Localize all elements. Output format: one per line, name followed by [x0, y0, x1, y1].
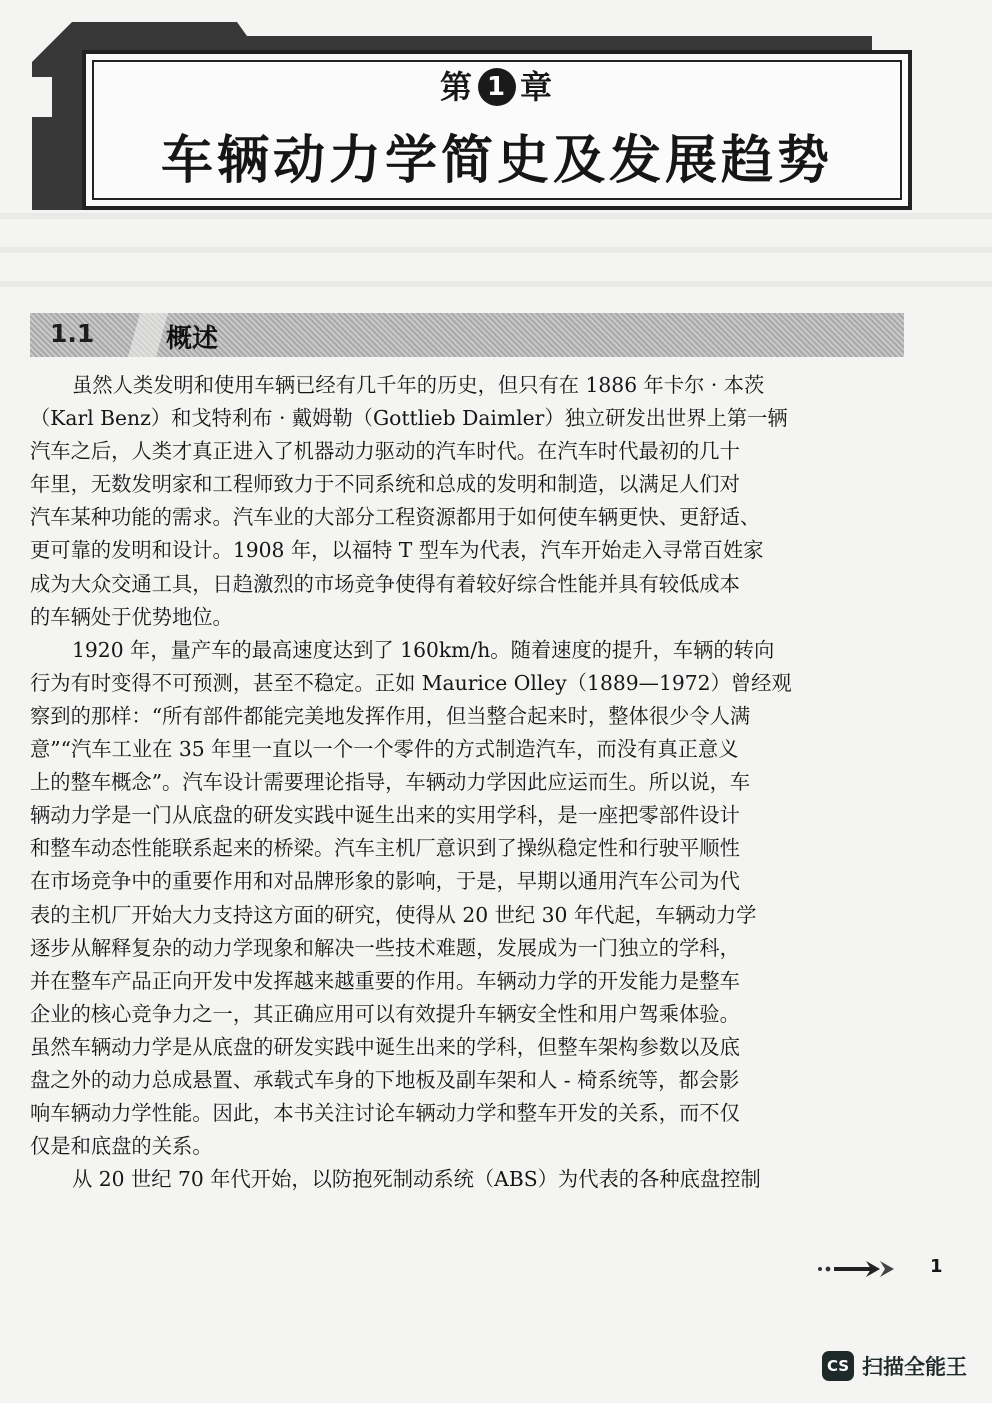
text-line: 盘之外的动力总成悬置、承载式车身的下地板及副车架和人 - 椅系统等，都会影 — [30, 1067, 740, 1092]
text-line: 虽然车辆动力学是从底盘的研发实践中诞生出来的学科，但整车架构参数以及底 — [30, 1034, 740, 1059]
text-line: 汽车某种功能的需求。汽车业的大部分工程资源都用于如何使车辆更快、更舒适、 — [30, 505, 761, 530]
section-number: 1.1 — [50, 319, 95, 348]
chapter-label-suffix: 章 — [520, 68, 555, 106]
text-line: 汽车之后，人类才真正进入了机器动力驱动的汽车时代。在汽车时代最初的几十 — [30, 439, 740, 464]
watermark-app-name: 扫描全能王 — [862, 1355, 967, 1379]
section-header-divider — [128, 313, 168, 357]
page-number: 1 — [930, 1256, 943, 1277]
text-line: 1920 年，量产车的最高速度达到了 160km/h。随着速度的提升，车辆的转向 — [72, 637, 775, 662]
text-line: （Karl Benz）和戈特利布 · 戴姆勒（Gottlieb Daimler）独立研发出世界上第一辆 — [30, 406, 788, 431]
text-line: 察到的那样：“所有部件都能完美地发挥作用，但当整合起来时，整体很少令人满 — [30, 703, 751, 728]
chapter-title: 车辆动力学简史及发展趋势 — [160, 131, 833, 191]
chapter-number-circle: 1 — [478, 68, 516, 106]
text-line: 虽然人类发明和使用车辆已经有几千年的历史，但只有在 1886 年卡尔 · 本茨 — [72, 373, 765, 397]
reverse-side-bleed-through — [0, 195, 992, 315]
text-line: 逐步从解释复杂的动力学现象和解决一些技术难题，发展成为一门独立的学科， — [30, 935, 740, 960]
text-line: 企业的核心竞争力之一，其正确应用可以有效提升车辆安全性和用户驾乘体验。 — [30, 1001, 740, 1026]
text-line: 年里，无数发明家和工程师致力于不同系统和总成的发明和制造，以满足人们对 — [30, 472, 740, 497]
text-line: 表的主机厂开始大力支持这方面的研究，使得从 20 世纪 30 年代起，车辆动力学 — [30, 902, 757, 927]
chapter-banner — [32, 22, 912, 212]
scanner-watermark — [822, 1350, 967, 1382]
chapter-number-label — [86, 62, 908, 108]
text-line: 仅是和底盘的关系。 — [30, 1134, 213, 1159]
text-line: 辆动力学是一门从底盘的研发实践中诞生出来的实用学科，是一座把零部件设计 — [30, 803, 740, 828]
text-line: 和整车动态性能联系起来的桥梁。汽车主机厂意识到了操纵稳定性和行驶平顺性 — [30, 836, 740, 861]
text-line: 更可靠的发明和设计。1908 年，以福特 T 型车为代表，汽车开始走入寻常百姓家 — [30, 538, 764, 563]
chapter-label-prefix: 第 — [439, 68, 474, 106]
section-title: 概述 — [166, 324, 219, 354]
banner-frame — [82, 50, 912, 210]
text-line: 意”“汽车工业在 35 年里一直以一个一个零件的方式制造汽车，而没有真正意义 — [30, 737, 739, 762]
text-line: 响车辆动力学性能。因此，本书关注讨论车辆动力学和整车开发的关系，而不仅 — [30, 1101, 740, 1126]
text-line: 并在整车产品正向开发中发挥越来越重要的作用。车辆动力学的开发能力是整车 — [30, 968, 740, 993]
body-text — [30, 369, 906, 1196]
section-header — [30, 313, 904, 357]
text-line: 上的整车概念”。汽车设计需要理论指导，车辆动力学因此应运而生。所以说，车 — [30, 770, 751, 795]
text-line: 从 20 世纪 70 年代开始，以防抱死制动系统（ABS）为代表的各种底盘控制 — [72, 1167, 761, 1192]
camscanner-logo: CS — [822, 1351, 854, 1381]
text-line: 成为大众交通工具，日趋激烈的市场竞争使得有着较好综合性能并具有较低成本 — [30, 571, 740, 596]
text-line: 的车辆处于优势地位。 — [30, 604, 233, 629]
text-line: 在市场竞争中的重要作用和对品牌形象的影响，于是，早期以通用汽车公司为代 — [30, 869, 740, 894]
text-line: 行为有时变得不可预测，甚至不稳定。正如 Maurice Olley（1889—1972）曾经观 — [30, 670, 792, 695]
footer-arrow-icon — [814, 1258, 904, 1280]
